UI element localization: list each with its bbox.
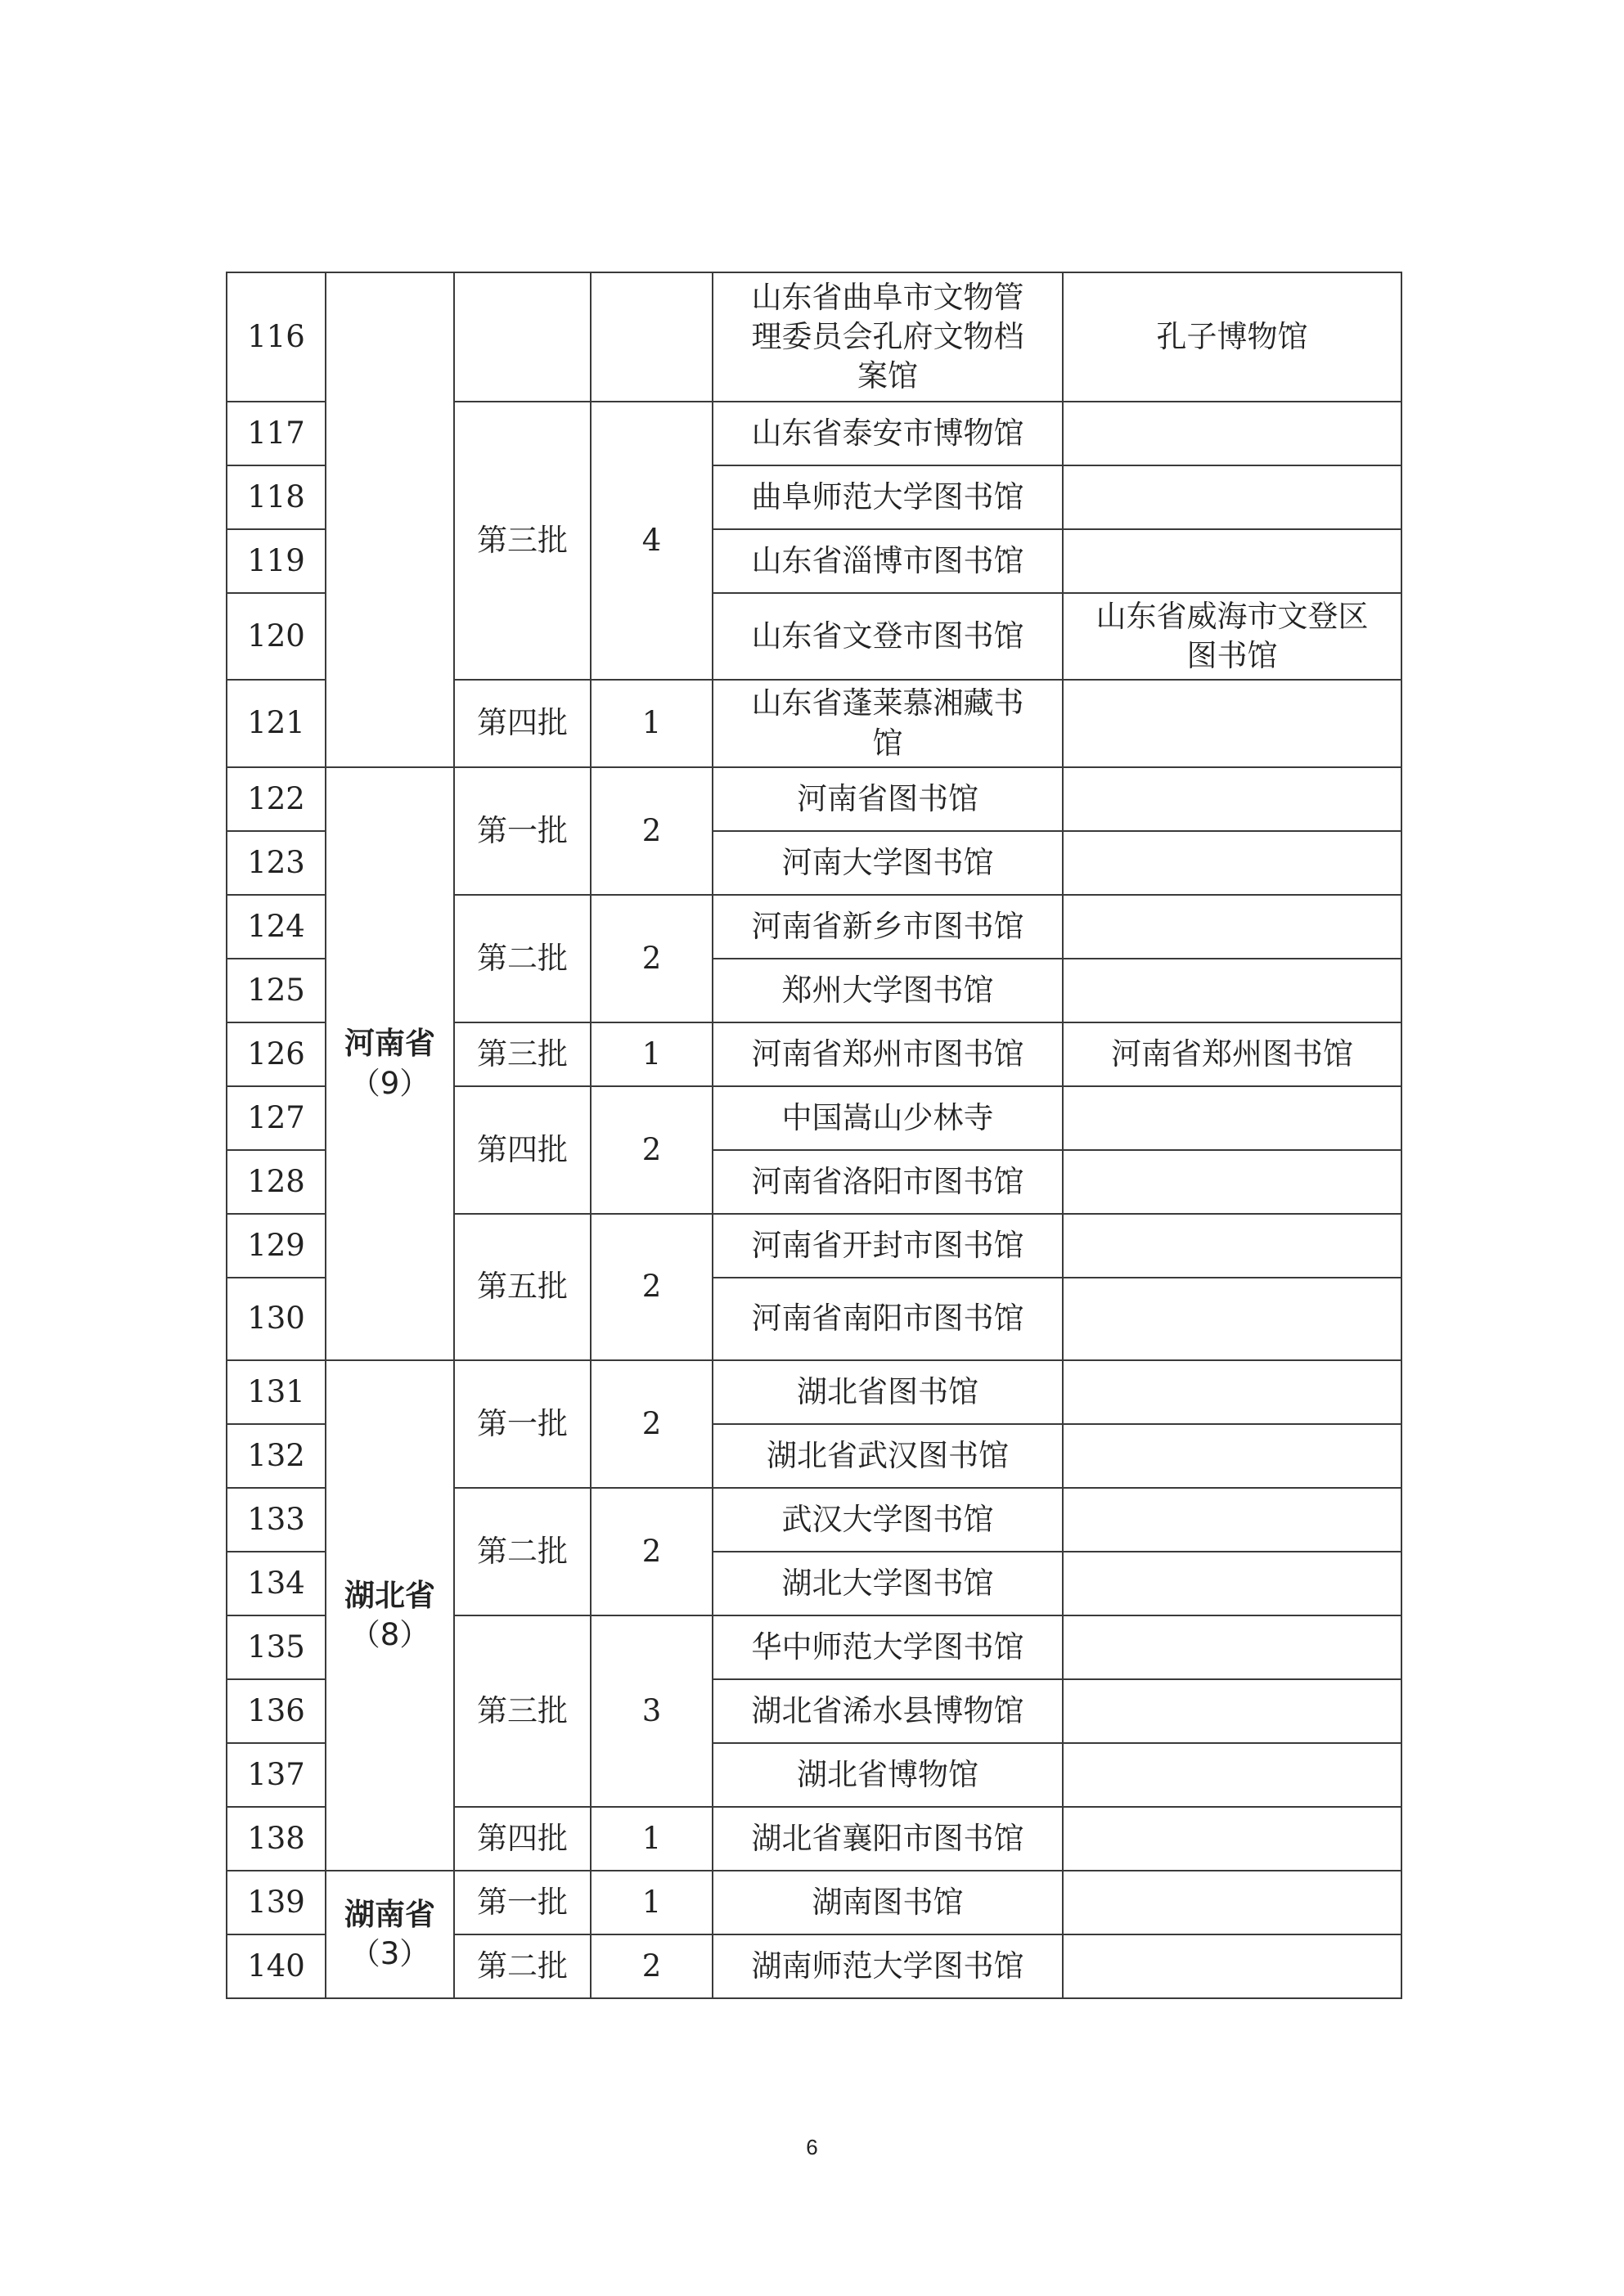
institution-name-cell: 河南省开封市图书馆 <box>713 1214 1063 1278</box>
row-number-cell: 132 <box>227 1424 326 1488</box>
remark-cell <box>1063 767 1401 831</box>
remark-cell: 孔子博物馆 <box>1063 272 1401 402</box>
batch-cell: 第四批 <box>454 1807 591 1871</box>
institution-name-cell: 中国嵩山少林寺 <box>713 1086 1063 1150</box>
institution-name-cell: 曲阜师范大学图书馆 <box>713 465 1063 529</box>
batch-count-cell: 2 <box>591 1214 713 1360</box>
remark-cell <box>1063 529 1401 593</box>
remark-cell <box>1063 1086 1401 1150</box>
table-row <box>227 272 1401 402</box>
remark-cell <box>1063 1871 1401 1934</box>
text-line: 图书馆 <box>1186 638 1278 673</box>
institution-name-cell: 湖北省武汉图书馆 <box>713 1424 1063 1488</box>
remark-cell <box>1063 1743 1401 1807</box>
remark-cell <box>1063 465 1401 529</box>
batch-count-cell: 2 <box>591 1360 713 1488</box>
row-number-cell: 128 <box>227 1150 326 1214</box>
institution-table <box>226 272 1402 1999</box>
remark-cell <box>1063 1934 1401 1998</box>
text-line: 馆 <box>872 725 903 761</box>
batch-cell: 第四批 <box>454 1086 591 1214</box>
batch-count-cell: 3 <box>591 1615 713 1807</box>
row-number-cell: 130 <box>227 1278 326 1360</box>
province-count: （8） <box>349 1617 430 1652</box>
remark-cell <box>1063 1278 1401 1360</box>
row-number-cell: 139 <box>227 1871 326 1934</box>
row-number-cell: 127 <box>227 1086 326 1150</box>
remark-cell <box>1063 680 1401 767</box>
text-line: 山东省威海市文登区 <box>1095 598 1369 634</box>
institution-name-cell: 湖北省襄阳市图书馆 <box>713 1807 1063 1871</box>
row-number-cell: 121 <box>227 680 326 767</box>
batch-count-cell <box>591 272 713 402</box>
remark-cell <box>1063 895 1401 959</box>
text-line: 山东省蓬莱慕湘藏书 <box>751 685 1024 721</box>
row-number-cell: 116 <box>227 272 326 402</box>
institution-name-cell <box>713 680 1063 767</box>
row-number-cell: 137 <box>227 1743 326 1807</box>
row-number-cell: 134 <box>227 1552 326 1615</box>
province-name: 湖南省 <box>344 1896 435 1932</box>
row-number-cell: 131 <box>227 1360 326 1424</box>
institution-name-cell: 湖北省浠水县博物馆 <box>713 1679 1063 1743</box>
batch-cell: 第一批 <box>454 767 591 895</box>
province-cell <box>326 767 454 1360</box>
batch-count-cell: 1 <box>591 680 713 767</box>
table-row <box>227 1360 1401 1424</box>
batch-cell: 第二批 <box>454 895 591 1022</box>
batch-count-cell: 2 <box>591 1488 713 1615</box>
remark-cell <box>1063 1679 1401 1743</box>
institution-name-cell: 河南省郑州市图书馆 <box>713 1022 1063 1086</box>
row-number-cell: 122 <box>227 767 326 831</box>
remark-cell <box>1063 1360 1401 1424</box>
remark-cell <box>1063 831 1401 895</box>
institution-name-cell <box>713 272 1063 402</box>
institution-name-cell: 山东省泰安市博物馆 <box>713 402 1063 465</box>
row-number-cell: 136 <box>227 1679 326 1743</box>
institution-name-cell: 河南省新乡市图书馆 <box>713 895 1063 959</box>
institution-name-cell: 河南省图书馆 <box>713 767 1063 831</box>
batch-count-cell: 1 <box>591 1871 713 1934</box>
table-body <box>227 272 1401 1998</box>
remark-cell <box>1063 1150 1401 1214</box>
remark-cell <box>1063 1424 1401 1488</box>
row-number-cell: 140 <box>227 1934 326 1998</box>
text-line: 案馆 <box>857 358 918 394</box>
institution-name-cell: 湖南图书馆 <box>713 1871 1063 1934</box>
batch-count-cell: 1 <box>591 1022 713 1086</box>
row-number-cell: 125 <box>227 959 326 1022</box>
row-number-cell: 120 <box>227 593 326 680</box>
remark-cell <box>1063 402 1401 465</box>
batch-cell: 第三批 <box>454 1022 591 1086</box>
batch-cell: 第二批 <box>454 1488 591 1615</box>
institution-name-cell: 河南省洛阳市图书馆 <box>713 1150 1063 1214</box>
province-name: 湖北省 <box>344 1577 435 1613</box>
row-number-cell: 123 <box>227 831 326 895</box>
row-number-cell: 126 <box>227 1022 326 1086</box>
institution-name-cell: 华中师范大学图书馆 <box>713 1615 1063 1679</box>
province-cell <box>326 272 454 767</box>
table-row <box>227 1871 1401 1934</box>
batch-count-cell: 1 <box>591 1807 713 1871</box>
batch-cell: 第二批 <box>454 1934 591 1998</box>
institution-name-cell: 湖南师范大学图书馆 <box>713 1934 1063 1998</box>
institution-name-cell: 山东省淄博市图书馆 <box>713 529 1063 593</box>
province-count: （9） <box>349 1065 430 1101</box>
remark-cell <box>1063 1214 1401 1278</box>
page-number: 6 <box>806 2135 818 2159</box>
batch-cell: 第五批 <box>454 1214 591 1360</box>
text-line: 山东省曲阜市文物管 <box>751 279 1024 315</box>
row-number-cell: 119 <box>227 529 326 593</box>
row-number-cell: 117 <box>227 402 326 465</box>
province-cell <box>326 1871 454 1998</box>
table-row <box>227 767 1401 831</box>
row-number-cell: 135 <box>227 1615 326 1679</box>
text-line: 理委员会孔府文物档 <box>751 318 1024 354</box>
institution-name-cell: 湖北大学图书馆 <box>713 1552 1063 1615</box>
remark-cell <box>1063 1552 1401 1615</box>
batch-cell <box>454 272 591 402</box>
batch-count-cell: 2 <box>591 895 713 1022</box>
row-number-cell: 138 <box>227 1807 326 1871</box>
remark-cell <box>1063 1615 1401 1679</box>
batch-cell: 第一批 <box>454 1871 591 1934</box>
row-number-cell: 133 <box>227 1488 326 1552</box>
batch-count-cell: 2 <box>591 1086 713 1214</box>
remark-cell <box>1063 1807 1401 1871</box>
batch-cell: 第四批 <box>454 680 591 767</box>
institution-name-cell: 郑州大学图书馆 <box>713 959 1063 1022</box>
batch-cell: 第一批 <box>454 1360 591 1488</box>
batch-cell: 第三批 <box>454 402 591 680</box>
batch-count-cell: 4 <box>591 402 713 680</box>
institution-name-cell: 河南省南阳市图书馆 <box>713 1278 1063 1360</box>
batch-count-cell: 2 <box>591 767 713 895</box>
province-count: （3） <box>349 1936 430 1971</box>
remark-cell <box>1063 593 1401 680</box>
remark-cell <box>1063 959 1401 1022</box>
institution-name-cell: 湖北省博物馆 <box>713 1743 1063 1807</box>
remark-cell <box>1063 1488 1401 1552</box>
institution-name-cell: 山东省文登市图书馆 <box>713 593 1063 680</box>
institution-name-cell: 河南大学图书馆 <box>713 831 1063 895</box>
remark-cell: 河南省郑州图书馆 <box>1063 1022 1401 1086</box>
row-number-cell: 129 <box>227 1214 326 1278</box>
row-number-cell: 124 <box>227 895 326 959</box>
batch-cell: 第三批 <box>454 1615 591 1807</box>
institution-name-cell: 武汉大学图书馆 <box>713 1488 1063 1552</box>
province-name: 河南省 <box>344 1026 435 1062</box>
row-number-cell: 118 <box>227 465 326 529</box>
institution-name-cell: 湖北省图书馆 <box>713 1360 1063 1424</box>
batch-count-cell: 2 <box>591 1934 713 1998</box>
province-cell <box>326 1360 454 1871</box>
